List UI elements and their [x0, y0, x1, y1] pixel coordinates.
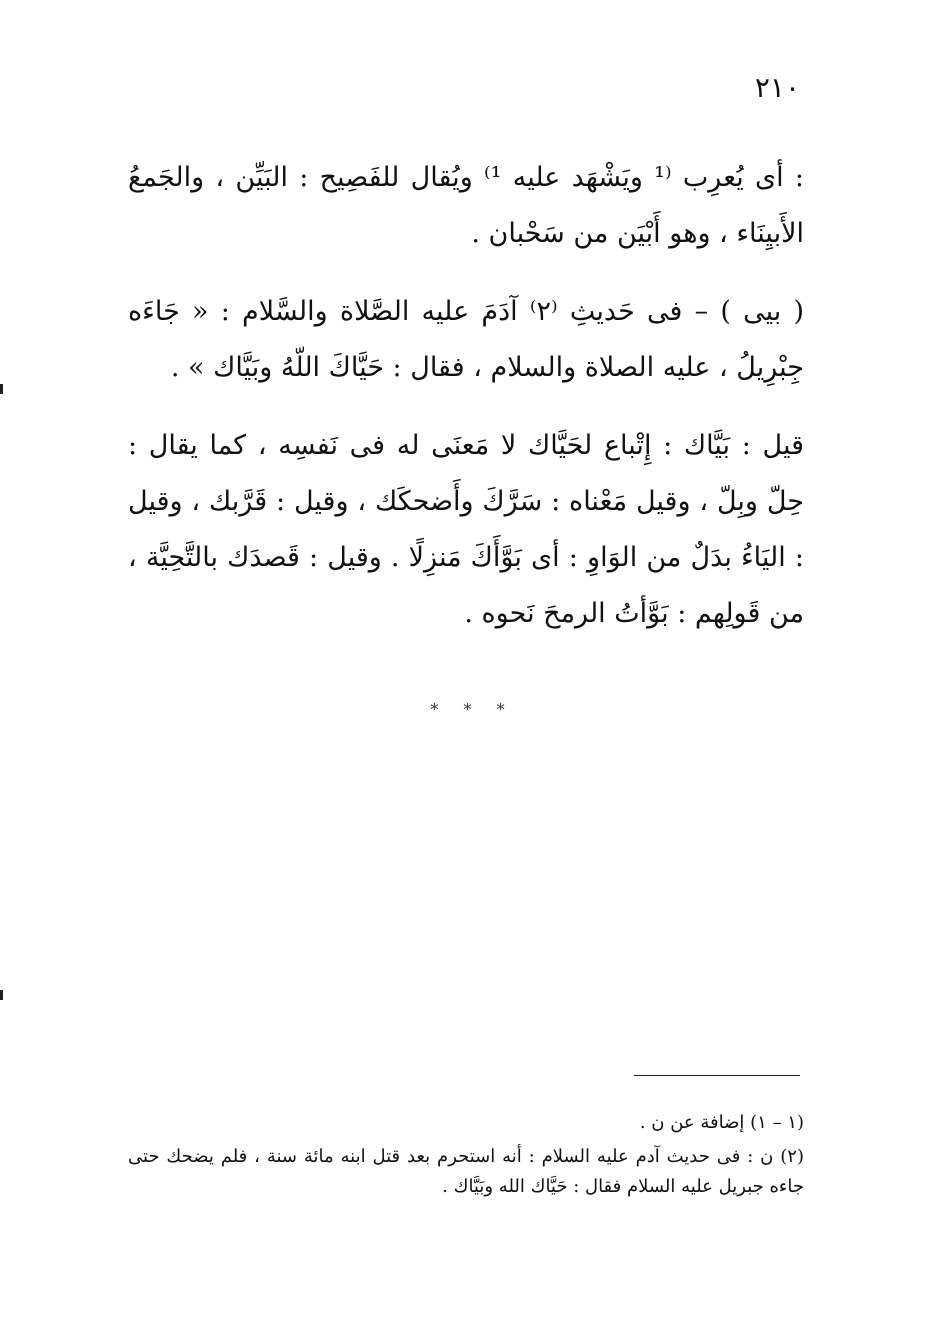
main-text [128, 150, 804, 664]
paragraph-2: ( بيى ) – فى حَديثِ ⁽٢⁾ آدَمَ عليه الصَّلاة والسَّلام : « جَاءَه جِبْرِيلُ ، عليه الصلاة والسلام ، فقال : حَيَّاكَ اللّهُ وبَيَّاك » . [128, 296, 804, 383]
paragraph-1: : أى يُعرِب ⁽¹ ويَشْهَد عليه ¹⁾ ويُقال للفَصِيح : البَيِّن ، والجَمعُ الأَبيِنَاء ، وهو أَبْيَن من سَحْبان . [128, 162, 804, 249]
scan-edge-mark [0, 990, 3, 1000]
section-ornament: * * * [430, 700, 515, 719]
paragraph-3: قيل : بَيَّاك : إِتْباع لحَيَّاك لا مَعنَى له فى نَفسِه ، كما يقال : حِلّ وبِلّ ، وقيل مَعْناه : سَرَّكَ وأَضحكَك ، وقيل : قَرَّبك ، وقيل : اليَاءُ بدَلٌ من الوَاوِ : أى بَوَّأَكَ مَنزِلًا . وقيل : قَصدَك بالتَّحِيَّة ، من قَولِهم : بَوَّأتُ الرمحَ نَحوه . [128, 430, 804, 629]
footnote-1: (١ – ١) إضافة عن ن . [639, 1112, 804, 1133]
footnotes [128, 1108, 804, 1206]
footnote-2: (٢) ن : فى حديث آدم عليه السلام : أنه استحرم بعد قتل ابنه مائة سنة ، فلم يضحك حتى جاءه جبريل عليه السلام فقال : حَيَّاك الله وبَيَّاك . [128, 1146, 804, 1197]
scan-edge-mark [0, 384, 3, 394]
page-number: ٢١٠ [754, 71, 800, 104]
footnote-divider [634, 1075, 800, 1076]
